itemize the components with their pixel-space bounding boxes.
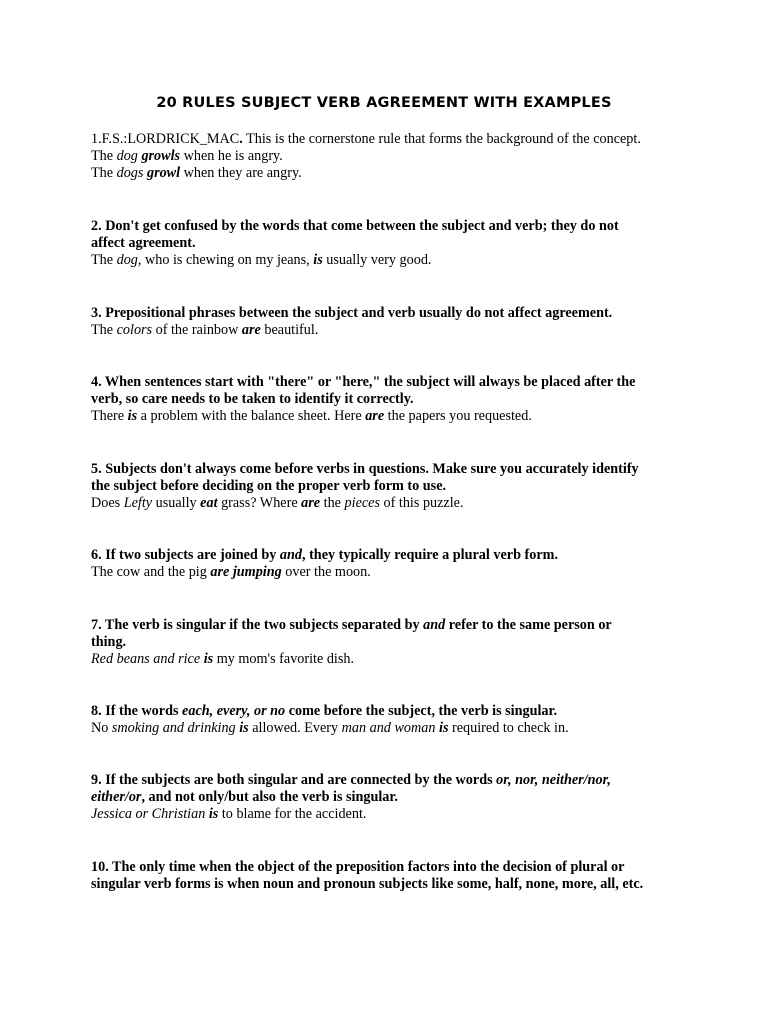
rule-heading: 6. If two subjects are joined by and, they typically require a plural verb form. (91, 547, 558, 563)
rule-4 (91, 374, 691, 425)
rule-example: There is a problem with the balance sheet. Here are the papers you requested. (91, 408, 532, 424)
rule-heading: the subject before deciding on the proper verb form to use. (91, 478, 447, 494)
rule-example: The colors of the rainbow are beautiful. (91, 322, 319, 338)
rule-heading: 8. If the words each, every, or no come before the subject, the verb is singular. (91, 703, 558, 719)
rule-3 (91, 305, 691, 339)
rule-9 (91, 772, 691, 823)
author-tag: 1.F.S.:LORDRICK_MAC (91, 131, 240, 147)
rule-heading: 5. Subjects don't always come before verbs in questions. Make sure you accurately identify (91, 461, 639, 477)
rule-heading: 9. If the subjects are both singular and are connected by the words or, nor, neither/nor, (91, 772, 611, 788)
page-title: 20 RULES SUBJECT VERB AGREEMENT WITH EXAMPLES (156, 95, 612, 111)
rule-example: No smoking and drinking is allowed. Every man and woman is required to check in. (91, 720, 569, 736)
rule-heading: verb, so care needs to be taken to identify it correctly. (91, 391, 414, 407)
rule-1 (91, 131, 691, 182)
rule-heading: singular verb forms is when noun and pronoun subjects like some, half, none, more, all, etc. (91, 876, 644, 892)
rule-example: The dog, who is chewing on my jeans, is usually very good. (91, 252, 432, 268)
rule-heading: 1.F.S.:LORDRICK_MAC. This is the cornerstone rule that forms the background of the concept. (91, 131, 641, 147)
rule-heading: 3. Prepositional phrases between the subject and verb usually do not affect agreement. (91, 305, 613, 321)
rule-example: Jessica or Christian is to blame for the accident. (91, 806, 367, 822)
rule-example: The dogs growl when they are angry. (91, 165, 302, 181)
rule-heading: either/or, and not only/but also the verb is singular. (91, 789, 398, 805)
rule-heading: affect agreement. (91, 235, 196, 251)
rule-6 (91, 547, 691, 581)
rule-2 (91, 218, 691, 269)
rule-heading: 10. The only time when the object of the preposition factors into the decision of plural or (91, 859, 625, 875)
rule-8 (91, 703, 691, 737)
rule-5 (91, 461, 691, 512)
rule-heading: 4. When sentences start with "there" or "here," the subject will always be placed after the (91, 374, 636, 390)
rule-example: Does Lefty usually eat grass? Where are the pieces of this puzzle. (91, 495, 464, 511)
rule-7 (91, 617, 691, 668)
rule-heading: thing. (91, 634, 127, 650)
rule-example: The dog growls when he is angry. (91, 148, 283, 164)
rule-10 (91, 859, 691, 893)
rule-example: Red beans and rice is my mom's favorite dish. (91, 651, 355, 667)
rule-heading: 7. The verb is singular if the two subjects separated by and refer to the same person or (91, 617, 612, 633)
rule-example: The cow and the pig are jumping over the moon. (91, 564, 371, 580)
rule-heading: 2. Don't get confused by the words that come between the subject and verb; they do not (91, 218, 619, 234)
